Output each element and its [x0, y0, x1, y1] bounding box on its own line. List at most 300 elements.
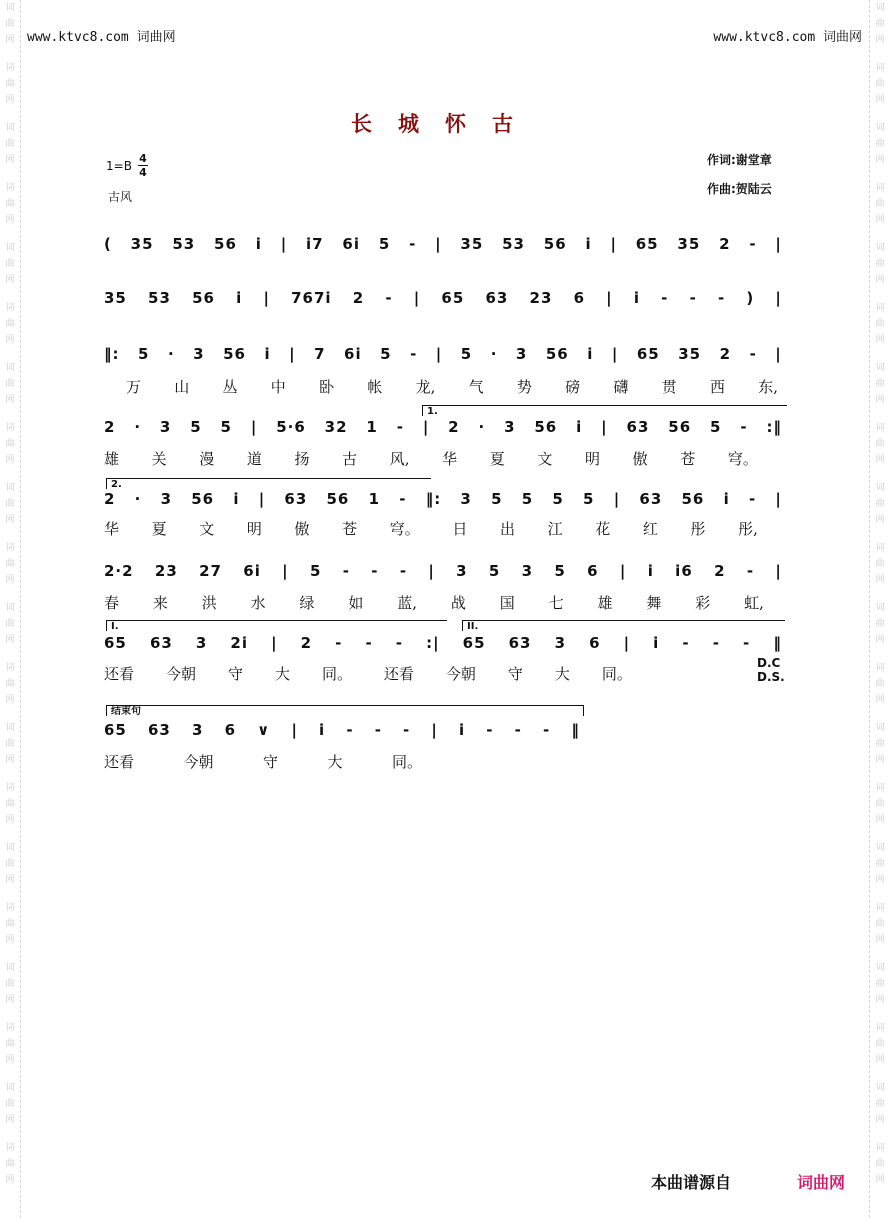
score-line — [104, 718, 580, 742]
watermark-char: 词 — [5, 963, 15, 973]
note-token: - — [661, 289, 669, 307]
watermark-char: 词 — [5, 543, 15, 553]
watermark-char: 网 — [5, 755, 15, 765]
note-token: | — [435, 345, 443, 363]
watermark-char: 曲 — [875, 739, 885, 749]
top-right-url[interactable]: www.ktvc8.com 词曲网 — [713, 30, 862, 45]
watermark-char: 词 — [875, 723, 885, 733]
note-token: 3 — [521, 562, 534, 580]
note-token: 27 — [199, 562, 222, 580]
note-token: 65 — [462, 634, 486, 652]
note-token: 63 — [284, 490, 308, 508]
note-token: | — [413, 289, 421, 307]
footer-source-label: 本曲谱源自 — [651, 1173, 732, 1192]
note-token: - — [746, 562, 755, 580]
note-token: 2·2 — [104, 562, 134, 580]
lyric-word: 漫 — [199, 449, 215, 468]
watermark-char: 曲 — [875, 1039, 885, 1049]
note-token: | — [258, 490, 266, 508]
note-token: 35 — [130, 235, 154, 253]
watermark-char: 词 — [5, 303, 15, 313]
watermark-char: 曲 — [5, 139, 15, 149]
note-token: 2 — [719, 345, 732, 363]
note-token: 2 — [300, 634, 313, 652]
watermark-char: 词 — [5, 63, 15, 73]
lyric-word: 彤 — [690, 519, 706, 538]
lyric-word: 出 — [500, 519, 516, 538]
note-token: 65 — [636, 345, 660, 363]
score-line — [104, 342, 782, 366]
note-token: 53 — [148, 289, 171, 307]
watermark-char: 词 — [5, 1023, 15, 1033]
note-token: i — [647, 562, 654, 580]
watermark-char: 曲 — [875, 679, 885, 689]
note-token: - — [396, 418, 404, 436]
ending-two-label: II. — [467, 621, 479, 632]
watermark-char: 词 — [5, 1143, 15, 1153]
watermark-char: 曲 — [875, 79, 885, 89]
note-token: | — [611, 345, 619, 363]
watermark-char: 词 — [5, 663, 15, 673]
watermark-char: 词 — [5, 603, 15, 613]
note-token: i6 — [675, 562, 693, 580]
second-ending-label: 2. — [111, 479, 122, 490]
note-token: 2 — [352, 289, 365, 307]
lyric-word: 守 — [227, 664, 243, 683]
note-token: 2 — [719, 235, 731, 253]
note-token: | — [610, 235, 617, 253]
note-token: - — [740, 418, 748, 436]
note-token: - — [712, 634, 720, 652]
note-token: 5 — [460, 345, 473, 363]
lyric-word: 帐 — [367, 377, 383, 396]
watermark-char: 网 — [5, 95, 15, 105]
lyric-word: 卧 — [319, 377, 335, 396]
note-token: 56 — [192, 289, 215, 307]
note-token: - — [385, 289, 393, 307]
lyric-word: 同。 — [601, 664, 632, 683]
note-token: 63 — [639, 490, 663, 508]
watermark-char: 网 — [5, 215, 15, 225]
key-label: 1=B — [106, 158, 132, 173]
lyric-word: 大 — [554, 664, 570, 683]
watermark-char: 曲 — [5, 859, 15, 869]
lyric-word: 明 — [246, 519, 262, 538]
watermark-char: 曲 — [5, 619, 15, 629]
watermark-char: 曲 — [5, 379, 15, 389]
note-token: - — [371, 562, 379, 580]
note-token: 3 — [160, 490, 173, 508]
note-token: 3 — [504, 418, 516, 436]
note-token: | — [775, 289, 782, 307]
note-token: - — [399, 490, 407, 508]
watermark-char: 曲 — [875, 319, 885, 329]
lyric-line — [104, 447, 758, 469]
watermark-char: 曲 — [5, 799, 15, 809]
note-token: 1 — [368, 490, 381, 508]
style-label: 古风 — [108, 190, 133, 204]
lyric-word: 今朝 — [165, 664, 196, 683]
note-token: - — [743, 634, 751, 652]
note-token: 3 — [195, 634, 208, 652]
lyric-word: 穹。 — [389, 519, 420, 538]
watermark-char: 词 — [875, 603, 885, 613]
lyric-word: 礴 — [613, 377, 629, 396]
note-token: 6 — [589, 634, 601, 652]
note-token: - — [342, 562, 350, 580]
note-token: i — [255, 235, 262, 253]
lyric-word: 雄 — [597, 593, 613, 612]
note-token: 5 — [554, 562, 566, 580]
watermark-char: 网 — [5, 635, 15, 645]
watermark-char: 网 — [5, 515, 15, 525]
score-line — [104, 487, 782, 511]
note-token: | — [619, 562, 627, 580]
watermark-char: 网 — [875, 155, 885, 165]
watermark-char: 曲 — [875, 799, 885, 809]
note-token: - — [682, 634, 690, 652]
note-token: i — [236, 289, 243, 307]
lyric-word: 丛 — [222, 377, 238, 396]
lyric-word: 夏 — [489, 449, 505, 468]
watermark-char: 曲 — [5, 559, 15, 569]
note-token: 2i — [230, 634, 249, 652]
lyric-word: 文 — [199, 519, 215, 538]
note-token: 5 — [521, 490, 534, 508]
watermark-char: 曲 — [875, 379, 885, 389]
watermark-char: 网 — [875, 95, 885, 105]
lyric-word: 中 — [270, 377, 286, 396]
lyric-word: 还看 — [383, 664, 414, 683]
score-line — [104, 631, 782, 655]
note-token: i — [264, 345, 271, 363]
watermark-char: 网 — [875, 215, 885, 225]
note-token: | — [422, 418, 430, 436]
score-line — [104, 415, 782, 439]
watermark-char: 网 — [5, 335, 15, 345]
watermark-char: 词 — [875, 843, 885, 853]
lyric-word: 蓝, — [397, 593, 418, 612]
note-token: 6 — [587, 562, 599, 580]
watermark-char: 词 — [875, 243, 885, 253]
note-token: | — [775, 235, 782, 253]
watermark-char: 网 — [5, 275, 15, 285]
note-token: 7 — [314, 345, 326, 363]
watermark-char: 词 — [875, 303, 885, 313]
watermark-char: 曲 — [875, 259, 885, 269]
lyric-line — [104, 591, 764, 613]
note-token: :| — [426, 634, 440, 652]
note-token: | — [282, 562, 289, 580]
score-line — [104, 286, 782, 310]
note-token: i — [459, 721, 466, 739]
note-token: - — [543, 721, 551, 739]
ending-one-label: I. — [111, 621, 119, 632]
watermark-char: 曲 — [5, 679, 15, 689]
lyric-line — [104, 750, 422, 772]
watermark-char: 曲 — [5, 319, 15, 329]
watermark-char: 网 — [875, 635, 885, 645]
watermark-char: 词 — [5, 423, 15, 433]
watermark-char: 网 — [5, 1175, 15, 1185]
watermark-char: 网 — [5, 1055, 15, 1065]
note-token: - — [346, 721, 354, 739]
watermark-char: 曲 — [5, 739, 15, 749]
note-token: 56 — [543, 235, 567, 253]
lyric-word: 华 — [442, 449, 458, 468]
note-token: - — [395, 634, 404, 652]
footer-site-link[interactable]: 词曲网 — [797, 1173, 846, 1192]
note-token: ) — [746, 289, 755, 307]
watermark-char: 曲 — [5, 79, 15, 89]
watermark-char: 曲 — [875, 19, 885, 29]
note-token: 6i — [344, 345, 362, 363]
lyric-word: 势 — [516, 377, 532, 396]
watermark-char: 网 — [875, 995, 885, 1005]
note-token: 3 — [460, 490, 472, 508]
note-token: 5 — [552, 490, 564, 508]
note-token: - — [374, 721, 382, 739]
watermark-char: 网 — [875, 335, 885, 345]
watermark-char: 词 — [5, 483, 15, 493]
note-token: - — [514, 721, 522, 739]
watermark-char: 曲 — [875, 619, 885, 629]
note-token: 56 — [214, 235, 237, 253]
note-token: | — [280, 235, 288, 253]
note-token: · — [134, 418, 142, 436]
note-token: - — [486, 721, 494, 739]
note-token: 6 — [224, 721, 236, 739]
lyric-word: 磅 — [565, 377, 581, 396]
note-token: 5 — [488, 562, 501, 580]
watermark-char: 网 — [875, 875, 885, 885]
note-token: 56 — [681, 490, 705, 508]
top-left-url[interactable]: www.ktvc8.com 词曲网 — [27, 30, 176, 45]
note-token: - — [365, 634, 373, 652]
watermark-char: 网 — [875, 815, 885, 825]
note-token: 5 — [583, 490, 595, 508]
watermark-char: 词 — [5, 1083, 15, 1093]
note-token: 23 — [529, 289, 553, 307]
note-token: ∨ — [257, 721, 271, 739]
lyric-word: 还看 — [104, 664, 135, 683]
note-token: 32 — [324, 418, 348, 436]
watermark-char: 词 — [875, 483, 885, 493]
watermark-char: 曲 — [875, 559, 885, 569]
note-token: 5 — [309, 562, 322, 580]
watermark-char: 曲 — [875, 199, 885, 209]
watermark-char: 曲 — [5, 1099, 15, 1109]
lyric-word: 华 — [104, 519, 120, 538]
watermark-char: 网 — [5, 575, 15, 585]
note-token: 5 — [138, 345, 150, 363]
watermark-char: 网 — [875, 695, 885, 705]
note-token: 2 — [104, 490, 116, 508]
watermark-char: 网 — [5, 395, 15, 405]
lyric-word: 雄 — [104, 449, 120, 468]
note-token: 3 — [515, 345, 528, 363]
note-token: · — [490, 345, 498, 363]
note-token: 63 — [149, 634, 173, 652]
note-token: 35 — [677, 235, 701, 253]
watermark-char: 网 — [5, 995, 15, 1005]
watermark-char: 词 — [5, 183, 15, 193]
watermark-char: 曲 — [875, 979, 885, 989]
note-token: 56 — [668, 418, 692, 436]
lyric-word: 穹。 — [727, 449, 758, 468]
lyric-word: 日 — [452, 519, 468, 538]
note-token: 6i — [243, 562, 261, 580]
lyric-word: 如 — [348, 593, 364, 612]
lyric-word: 道 — [246, 449, 262, 468]
time-denominator: 4 — [139, 166, 147, 179]
lyric-word: 贯 — [661, 377, 677, 396]
note-token: - — [717, 289, 726, 307]
note-token: - — [689, 289, 697, 307]
lyric-word: 苍 — [342, 519, 358, 538]
lyric-word: 西 — [709, 377, 725, 396]
note-token: 3 — [192, 721, 204, 739]
note-token: 65 — [104, 634, 127, 652]
note-token: 6 — [573, 289, 585, 307]
watermark-char: 网 — [5, 815, 15, 825]
watermark-char: 曲 — [875, 139, 885, 149]
lyric-line — [104, 517, 758, 539]
lyric-word: 还看 — [104, 752, 135, 771]
watermark-char: 网 — [5, 875, 15, 885]
note-token: 56 — [534, 418, 558, 436]
note-token: | — [775, 562, 782, 580]
note-token: 56 — [223, 345, 246, 363]
lyric-word: 七 — [548, 593, 564, 612]
lyric-word: 大 — [274, 664, 290, 683]
watermark-char: 词 — [5, 723, 15, 733]
note-token: · — [167, 345, 175, 363]
watermark-char: 曲 — [875, 499, 885, 509]
lyric-line — [126, 375, 778, 397]
note-token: 2 — [448, 418, 460, 436]
note-token: | — [250, 418, 258, 436]
note-token: 5 — [190, 418, 202, 436]
dc-mark: D.C — [757, 656, 781, 670]
watermark-char: 词 — [875, 1143, 885, 1153]
song-title: 长城怀古 — [351, 111, 539, 136]
watermark-char: 词 — [5, 363, 15, 373]
note-token: i — [587, 345, 594, 363]
note-token: 56 — [326, 490, 350, 508]
lyric-word: 彤, — [738, 519, 758, 538]
watermark-char: 词 — [875, 363, 885, 373]
lyric-word: 明 — [585, 449, 601, 468]
note-token: 63 — [148, 721, 171, 739]
lyric-word: 同。 — [391, 752, 422, 771]
note-token: · — [134, 490, 142, 508]
watermark-char: 词 — [875, 1023, 885, 1033]
watermark-char: 词 — [875, 903, 885, 913]
lyric-word: 龙, — [415, 377, 436, 396]
note-token: - — [749, 345, 757, 363]
watermark-char: 网 — [875, 755, 885, 765]
watermark-char: 词 — [5, 3, 15, 13]
watermark-char: 词 — [875, 3, 885, 13]
note-token: 65 — [635, 235, 659, 253]
watermark-char: 词 — [875, 423, 885, 433]
watermark-char: 曲 — [5, 1159, 15, 1169]
note-token: 63 — [508, 634, 532, 652]
note-token: i — [633, 289, 640, 307]
watermark-char: 网 — [875, 35, 885, 45]
note-token: 53 — [172, 235, 196, 253]
lyric-word: 国 — [499, 593, 515, 612]
note-token: i — [319, 721, 326, 739]
note-token: 5 — [378, 235, 391, 253]
note-token: | — [613, 490, 621, 508]
note-token: - — [403, 721, 411, 739]
note-token: ‖: — [425, 490, 442, 508]
note-token: i — [723, 490, 730, 508]
watermark-char: 词 — [875, 543, 885, 553]
watermark-char: 网 — [5, 35, 15, 45]
watermark-char: 网 — [875, 515, 885, 525]
watermark-char: 曲 — [5, 259, 15, 269]
note-token: | — [291, 721, 298, 739]
note-token: i — [585, 235, 592, 253]
lyric-word: 春 — [104, 593, 120, 612]
note-token: 3 — [456, 562, 468, 580]
watermark-char: 网 — [5, 455, 15, 465]
note-token: 5 — [710, 418, 722, 436]
watermark-char: 网 — [875, 575, 885, 585]
watermark-char: 曲 — [5, 439, 15, 449]
watermark-char: 曲 — [5, 19, 15, 29]
watermark-char: 网 — [875, 275, 885, 285]
note-token: 6i — [342, 235, 360, 253]
note-token: 2 — [104, 418, 116, 436]
note-token: 63 — [626, 418, 650, 436]
note-token: | — [775, 345, 782, 363]
watermark-char: 网 — [5, 935, 15, 945]
note-token: | — [263, 289, 270, 307]
lyric-word: 关 — [151, 449, 167, 468]
lyric-word: 万 — [126, 377, 142, 396]
watermark-char: 网 — [5, 1115, 15, 1125]
note-token: 5 — [380, 345, 392, 363]
lyric-line — [104, 662, 632, 684]
note-token: 63 — [485, 289, 509, 307]
first-ending-label: 1. — [427, 406, 438, 417]
ds-mark: D.S. — [757, 670, 785, 684]
note-token: | — [601, 418, 608, 436]
note-token: i — [576, 418, 583, 436]
watermark-char: 曲 — [5, 919, 15, 929]
lyric-word: 彩 — [695, 593, 711, 612]
lyric-word: 文 — [537, 449, 553, 468]
watermark-char: 词 — [5, 843, 15, 853]
note-token: 5·6 — [276, 418, 306, 436]
composer-credit: 作曲:贺陆云 — [707, 182, 772, 196]
note-token: - — [335, 634, 343, 652]
score-line — [104, 232, 782, 256]
lyric-word: 守 — [507, 664, 523, 683]
lyric-word: 风, — [389, 449, 410, 468]
note-token: | — [431, 721, 438, 739]
note-token: | — [289, 345, 296, 363]
lyric-word: 扬 — [294, 449, 310, 468]
watermark-char: 曲 — [875, 1099, 885, 1109]
watermark-char: 网 — [5, 695, 15, 705]
lyric-word: 傲 — [632, 449, 648, 468]
watermark-char: 词 — [875, 183, 885, 193]
